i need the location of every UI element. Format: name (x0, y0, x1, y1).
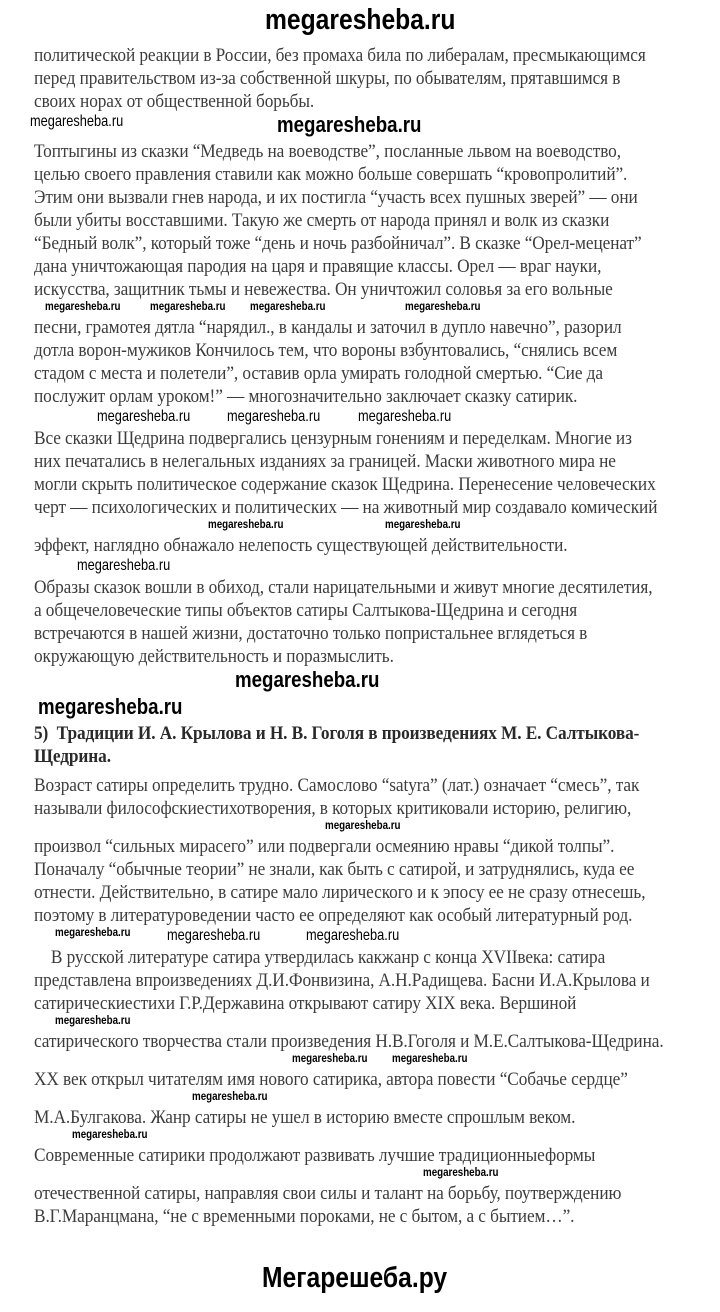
watermark: megaresheba.ru (55, 927, 131, 939)
text-line: сатирического творчества стали произведения Н.В.Гоголя и М.Е.Салтыкова-Щедрина. (34, 1031, 664, 1052)
text-line: В русской литературе сатира утвердилась какжанр с конца XVIIвека: сатира (34, 947, 606, 968)
text-line: называли философскиестихотворения, в которых критиковали историю, религию, (34, 798, 632, 819)
watermark-row (0, 557, 720, 576)
watermark-row (0, 301, 720, 316)
spacer (0, 1228, 720, 1258)
text-line: Поначалу “обычные теории” не знали, как быть с сатирой, и затруднялись, куда ее (34, 859, 635, 880)
text-line: дана уничтожающая пародия на царя и правящие классы. Орел — враг науки, (34, 256, 602, 277)
watermark-row (0, 668, 720, 695)
text-line: своих норах от общественной борьбы. (34, 91, 315, 112)
text-line: поэтому в литературоведении часто ее определяют как особый литературный род. (34, 905, 633, 926)
text-line: искусства, защитник тьмы и невежества. Он уничтожил соловья за его вольные (34, 279, 613, 300)
watermark: megaresheba.ru (392, 1053, 468, 1065)
watermark: megaresheba.ru (292, 1053, 368, 1065)
watermark: megaresheba.ru (385, 519, 461, 531)
text-line: окружающую действительность и поразмыслить. (34, 646, 394, 667)
watermark: megaresheba.ru (208, 519, 284, 531)
section-heading-line: Щедрина. (34, 746, 111, 767)
watermark: megaresheba.ru (235, 667, 380, 692)
text-line: песни, грамотея дятла “нарядил., в кандалы и заточил в дупло навечно”, разорил (34, 317, 622, 338)
text-line: сатирическиестихи Г.Р.Державина открывают сатиру XIX века. Вершиной (34, 993, 577, 1014)
watermark: megaresheba.ru (55, 1015, 131, 1027)
text-line: М.А.Булгакова. Жанр сатиры не ушел в историю вместе спрошлым веком. (34, 1107, 576, 1128)
watermark: megaresheba.ru (72, 1129, 148, 1141)
watermark-row (0, 820, 720, 835)
text-line: них печатались в нелегальных изданиях за границей. Маски животного мира не (34, 451, 616, 472)
watermark-row (0, 1129, 720, 1144)
watermark: megaresheba.ru (277, 112, 422, 137)
watermark-row (0, 519, 720, 534)
text-line: отечественной сатиры, направляя свои силы и талант на борьбу, поутверждению (34, 1183, 622, 1204)
footer-watermark: Мегарешеба.ру (262, 1262, 448, 1294)
text-line: Современные сатирики продолжают развивать лучшие традиционныеформы (34, 1145, 596, 1166)
watermark: megaresheba.ru (38, 694, 183, 719)
text-line: Возраст сатиры определить трудно. Самослово “satyra” (лат.) означает “смесь”, так (34, 775, 640, 796)
text-line: В.Г.Маранцмана, “не с временными пороками, не с бытом, а с бытием…”. (34, 1206, 575, 1227)
text-line: “Бедный волк”, который тоже “день и ночь разбойничал”. В сказке “Орел-меценат” (34, 233, 642, 254)
watermark: megaresheba.ru (192, 1091, 268, 1103)
text-line: Все сказки Щедрина подвергались цензурным гонениям и переделкам. Многие из (34, 428, 632, 449)
watermark-row (0, 1167, 720, 1182)
watermark: megaresheba.ru (227, 408, 321, 425)
watermark-row (0, 0, 720, 44)
text-line: были убиты восставшими. Такую же смерть от народа принял и волк из сказки (34, 210, 610, 231)
text-line: целью своего правления ставили как можно больше совершать “кровопролитий”. (34, 164, 628, 185)
watermark: megaresheba.ru (97, 408, 191, 425)
text-line: стадом с места и полетели”, оставив орла умирать голодной смертью. “Сие да (34, 363, 603, 384)
text-line: черт — психологических и политических — на животный мир создавало комический (34, 497, 658, 518)
text-line: послужит орлам уроком!” — многозначительно заключает сказку сатирик. (34, 386, 578, 407)
watermark: megaresheba.ru (325, 820, 401, 832)
text-line: политической реакции в России, без промаха била по либералам, пресмыкающимся (34, 45, 646, 66)
watermark: megaresheba.ru (423, 1167, 499, 1179)
section-heading-line: 5) Традиции И. А. Крылова и Н. В. Гоголя в произведениях М. Е. Салтыкова- (34, 723, 640, 744)
watermark: megaresheba.ru (45, 301, 121, 313)
watermark-row (0, 113, 720, 140)
watermark-row (0, 408, 720, 427)
text-line: XX век открыл читателям имя нового сатирика, автора повести “Собачье сердце” (34, 1069, 628, 1090)
watermark: megaresheba.ru (30, 113, 124, 130)
watermark: megaresheba.ru (405, 301, 481, 313)
text-line: встречаются в нашей жизни, достаточно только попристальнее вглядеться в (34, 623, 588, 644)
watermark-row (0, 927, 720, 946)
text-line: перед правительством из-за собственной шкуры, по обывателям, прятавшимся в (34, 68, 621, 89)
header-watermark: megaresheba.ru (265, 4, 456, 36)
watermark: megaresheba.ru (306, 927, 400, 944)
text-line: могли скрыть политическое содержание сказок Щедрина. Перенесение человеческих (34, 474, 656, 495)
text-line: Образы сказок вошли в обиход, стали нарицательными и живут многие десятилетия, (34, 577, 653, 598)
text-line: а общечеловеческие типы объектов сатиры Салтыкова-Щедрина и сегодня (34, 600, 578, 621)
watermark: megaresheba.ru (358, 408, 452, 425)
watermark-row (0, 695, 720, 722)
text-line: дотла ворон-мужиков Кончилось тем, что вороны взбунтовались, “снялись всем (34, 340, 618, 361)
watermark: megaresheba.ru (77, 557, 171, 574)
watermark-row (0, 1091, 720, 1106)
text-line: эффект, наглядно обнажало нелепость существующей действительности. (34, 535, 568, 556)
watermark: megaresheba.ru (150, 301, 226, 313)
watermark-row (0, 1258, 720, 1302)
text-line: произвол “сильных мирасего” или подвергали осмеянию нравы “дикой толпы”. (34, 836, 615, 857)
text-line: представлена впроизведениях Д.И.Фонвизина, А.Н.Радищева. Басни И.А.Крылова и (34, 970, 650, 991)
text-line: Этим они вызвали гнев народа, и их постигла “участь всех пушных зверей” — они (34, 187, 638, 208)
text-line: Топтыгины из сказки “Медведь на воеводстве”, посланные львом на воеводство, (34, 141, 621, 162)
watermark: megaresheba.ru (250, 301, 326, 313)
watermark-row (0, 1053, 720, 1068)
watermark: megaresheba.ru (167, 927, 261, 944)
text-line: отнести. Действительно, в сатире мало лирического и к эпосу ее не сразу отнесешь, (34, 882, 646, 903)
watermark-row (0, 1015, 720, 1030)
